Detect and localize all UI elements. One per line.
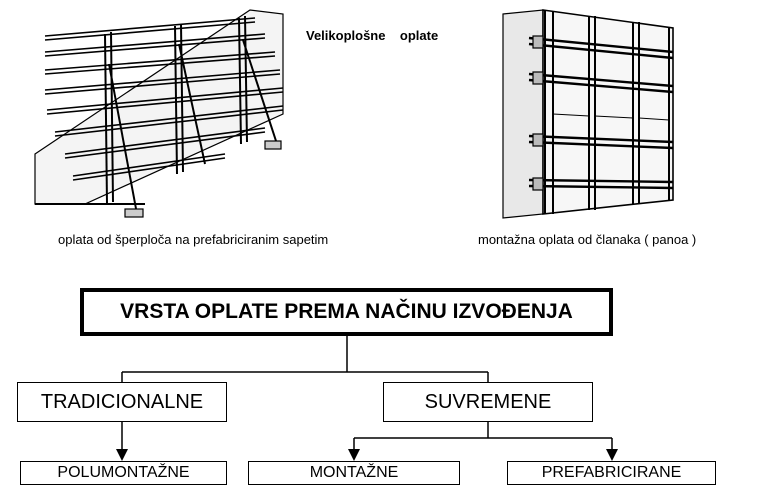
heading: Velikoplošne oplate <box>306 28 439 43</box>
assembled-label: MONTAŽNE <box>309 464 399 481</box>
root-label: VRSTA OPLATE PREMA NAČINU IZVOĐENJA <box>120 300 573 323</box>
traditional-label: TRADICIONALNE <box>40 390 204 413</box>
prefabricated-box <box>507 461 716 485</box>
prefabricated-label: PREFABRICIRANE <box>541 464 682 481</box>
semi-prefab-label: POLUMONTAŽNE <box>57 464 190 481</box>
assembled-box <box>248 461 460 485</box>
modern-box <box>383 382 593 422</box>
root-box <box>80 288 613 336</box>
caption-panel-formwork: montažna oplata od članaka ( panoa ) <box>478 232 697 247</box>
caption-plywood-formwork: oplata od šperploča na prefabriciranim sapetim <box>58 232 329 247</box>
modern-label: SUVREMENE <box>424 390 552 413</box>
semi-prefab-box <box>20 461 227 485</box>
traditional-box <box>17 382 227 422</box>
